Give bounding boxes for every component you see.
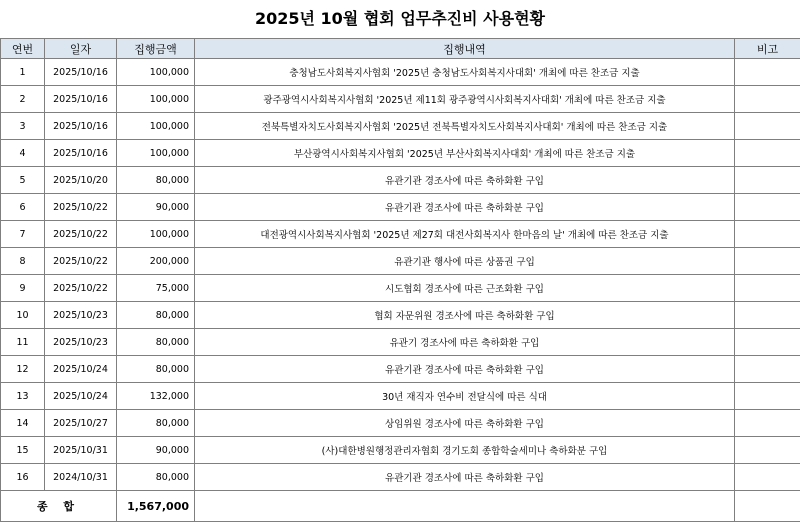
row-number: 6 — [1, 194, 45, 221]
row-amount: 100,000 — [117, 59, 195, 86]
row-description: 유관기관 경조사에 따른 축하화분 구입 — [195, 194, 735, 221]
row-note — [735, 302, 800, 329]
row-description: 상임위원 경조사에 따른 축하화환 구입 — [195, 410, 735, 437]
table-row — [1, 437, 800, 464]
row-number: 12 — [1, 356, 45, 383]
row-note — [735, 275, 800, 302]
table-row — [1, 221, 800, 248]
row-note — [735, 194, 800, 221]
row-description: 30년 재직자 연수비 전달식에 따른 식대 — [195, 383, 735, 410]
row-note — [735, 140, 800, 167]
row-number: 1 — [1, 59, 45, 86]
expense-table — [0, 38, 800, 522]
row-note — [735, 464, 800, 491]
table-row — [1, 140, 800, 167]
row-amount: 80,000 — [117, 302, 195, 329]
row-description: 유관기관 경조사에 따른 축하화환 구입 — [195, 464, 735, 491]
row-description: 유관기 경조사에 따른 축하화환 구입 — [195, 329, 735, 356]
row-number: 5 — [1, 167, 45, 194]
row-amount: 80,000 — [117, 356, 195, 383]
row-number: 14 — [1, 410, 45, 437]
row-note — [735, 329, 800, 356]
header-amount: 집행금액 — [117, 39, 195, 59]
row-description: 광주광역시사회복지사협회 '2025년 제11회 광주광역시사회복지사대회' 개최에 따른 찬조금 지출 — [195, 86, 735, 113]
row-date: 2025/10/22 — [45, 194, 117, 221]
header-note: 비고 — [735, 39, 800, 59]
row-note — [735, 113, 800, 140]
row-date: 2025/10/16 — [45, 86, 117, 113]
row-number: 15 — [1, 437, 45, 464]
row-note — [735, 437, 800, 464]
table-row — [1, 383, 800, 410]
row-date: 2025/10/22 — [45, 248, 117, 275]
row-date: 2025/10/16 — [45, 113, 117, 140]
table-row — [1, 86, 800, 113]
row-amount: 90,000 — [117, 437, 195, 464]
row-date: 2025/10/20 — [45, 167, 117, 194]
row-number: 2 — [1, 86, 45, 113]
table-row — [1, 329, 800, 356]
row-amount: 90,000 — [117, 194, 195, 221]
row-date: 2025/10/24 — [45, 383, 117, 410]
row-amount: 200,000 — [117, 248, 195, 275]
row-number: 16 — [1, 464, 45, 491]
header-date: 일자 — [45, 39, 117, 59]
row-date: 2024/10/31 — [45, 464, 117, 491]
row-description: 협회 자문위원 경조사에 따른 축하화환 구입 — [195, 302, 735, 329]
table-row — [1, 410, 800, 437]
row-date: 2025/10/31 — [45, 437, 117, 464]
row-number: 11 — [1, 329, 45, 356]
row-amount: 100,000 — [117, 113, 195, 140]
table-row — [1, 167, 800, 194]
row-number: 8 — [1, 248, 45, 275]
row-date: 2025/10/22 — [45, 275, 117, 302]
table-row — [1, 59, 800, 86]
row-note — [735, 86, 800, 113]
total-row — [1, 491, 800, 522]
row-description: 유관기관 행사에 따른 상품권 구입 — [195, 248, 735, 275]
table-row — [1, 302, 800, 329]
row-note — [735, 59, 800, 86]
row-date: 2025/10/23 — [45, 302, 117, 329]
row-note — [735, 221, 800, 248]
table-row — [1, 248, 800, 275]
row-date: 2025/10/24 — [45, 356, 117, 383]
row-description: 시도협회 경조사에 따른 근조화환 구입 — [195, 275, 735, 302]
row-date: 2025/10/27 — [45, 410, 117, 437]
row-note — [735, 410, 800, 437]
total-empty-desc — [195, 491, 735, 522]
row-date: 2025/10/23 — [45, 329, 117, 356]
row-number: 9 — [1, 275, 45, 302]
table-row — [1, 194, 800, 221]
total-empty-note — [735, 491, 800, 522]
row-amount: 80,000 — [117, 329, 195, 356]
row-number: 7 — [1, 221, 45, 248]
row-description: 부산광역시사회복지사협회 '2025년 부산사회복지사대회' 개최에 따른 찬조금 지출 — [195, 140, 735, 167]
row-description: 유관기관 경조사에 따른 축하화환 구입 — [195, 356, 735, 383]
row-note — [735, 167, 800, 194]
row-date: 2025/10/16 — [45, 140, 117, 167]
row-amount: 80,000 — [117, 464, 195, 491]
table-row — [1, 464, 800, 491]
row-amount: 100,000 — [117, 140, 195, 167]
row-number: 10 — [1, 302, 45, 329]
table-row — [1, 113, 800, 140]
row-date: 2025/10/22 — [45, 221, 117, 248]
row-description: 대전광역시사회복지사협회 '2025년 제27회 대전사회복지사 한마음의 날' 개최에 따른 찬조금 지출 — [195, 221, 735, 248]
row-amount: 80,000 — [117, 410, 195, 437]
table-header-row — [1, 39, 800, 59]
row-amount: 75,000 — [117, 275, 195, 302]
row-description: (사)대한병원행정관리자협회 경기도회 종합학술세미나 축하화분 구입 — [195, 437, 735, 464]
row-number: 13 — [1, 383, 45, 410]
row-amount: 80,000 — [117, 167, 195, 194]
total-amount: 1,567,000 — [117, 491, 195, 522]
header-desc: 집행내역 — [195, 39, 735, 59]
row-description: 유관기관 경조사에 따른 축하화환 구입 — [195, 167, 735, 194]
table-row — [1, 356, 800, 383]
table-row — [1, 275, 800, 302]
row-date: 2025/10/16 — [45, 59, 117, 86]
row-description: 전북특별자치도사회복지사협회 '2025년 전북특별자치도사회복지사대회' 개최에 따른 찬조금 지출 — [195, 113, 735, 140]
total-label: 종 합 — [1, 491, 117, 522]
row-amount: 132,000 — [117, 383, 195, 410]
row-note — [735, 248, 800, 275]
row-amount: 100,000 — [117, 86, 195, 113]
row-note — [735, 356, 800, 383]
row-description: 충청남도사회복지사협회 '2025년 충청남도사회복지사대회' 개최에 따른 찬조금 지출 — [195, 59, 735, 86]
row-note — [735, 383, 800, 410]
row-number: 3 — [1, 113, 45, 140]
row-number: 4 — [1, 140, 45, 167]
header-no: 연번 — [1, 39, 45, 59]
row-amount: 100,000 — [117, 221, 195, 248]
page-title: 2025년 10월 협회 업무추진비 사용현황 — [0, 0, 800, 38]
